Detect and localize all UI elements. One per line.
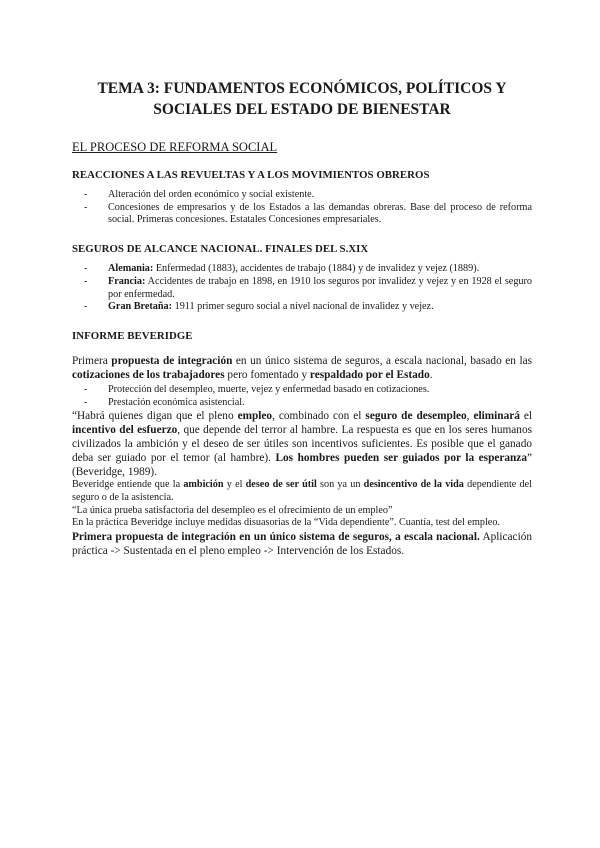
text-run: Aplicación práctica -> Sustentada en el pleno empleo -> Intervención de los Estados. <box>72 531 533 558</box>
text-run: dependiente del seguro o de la asistencia. <box>72 479 532 504</box>
bold-run: propuesta de integración <box>111 354 233 367</box>
list-item-text: 1911 primer seguro social a nivel nacional de invalidez y vejez. <box>172 301 434 313</box>
bold-run: desincentivo de la vida <box>363 479 464 491</box>
country-label: Francia: <box>108 275 146 287</box>
bold-run: eliminará <box>473 410 520 423</box>
text-run: “Habrá quienes digan que el pleno <box>72 410 238 423</box>
list-item-text: Accidentes de trabajo en 1898, en 1910 los seguros por invalidez y vejez y en 1928 el seguro por enfermedad. <box>108 275 532 300</box>
text-run: pero fomentado y <box>224 368 310 381</box>
bold-run: ambición <box>183 479 224 491</box>
bold-run: empleo <box>237 410 273 423</box>
title-line-1: TEMA 3: FUNDAMENTOS ECONÓMICOS, POLÍTICOS Y <box>97 80 507 97</box>
bold-run: cotizaciones de los trabajadores <box>72 368 225 381</box>
text-run: son ya un <box>316 479 364 491</box>
list-item-francia <box>84 276 532 301</box>
list-item-alemania <box>84 263 532 276</box>
bold-run: seguro de desempleo <box>365 410 467 423</box>
revueltas-list <box>72 189 532 227</box>
beveridge-quote-paragraph <box>72 409 532 479</box>
seguros-list <box>72 263 532 314</box>
text-run: en un único sistema de seguros, a escala nacional, basado en las <box>232 354 532 367</box>
list-item: - Protección del desempleo, muerte, vejez y enfermedad basado en cotizaciones. <box>84 384 532 397</box>
subsection-heading-revueltas: REACCIONES A LAS REVUELTAS Y A LOS MOVIMIENTOS OBREROS <box>72 169 430 181</box>
bold-run: deseo de ser útil <box>245 479 317 491</box>
beveridge-ambicion-paragraph <box>72 479 532 504</box>
list-item: - Concesiones de empresarios y de los Estados a las demandas obreras. Base del proceso de reforma social. Primeras concesiones. Estatales Concesiones empresariales. <box>84 202 532 227</box>
subsection-heading-seguros: SEGUROS DE ALCANCE NACIONAL. FINALES DEL S.XIX <box>72 243 369 256</box>
beveridge-summary-paragraph <box>72 530 532 558</box>
section-heading-reforma-social: EL PROCESO DE REFORMA SOCIAL <box>72 140 278 154</box>
bold-run: respaldado por el Estado <box>309 368 430 381</box>
text-run: Beveridge entiende que la <box>72 479 184 491</box>
text-run: y el <box>223 479 246 491</box>
list-item-text: Enfermedad (1883), accidentes de trabajo (1884) y de invalidez y vejez (1889). <box>153 263 480 275</box>
text-run: Primera <box>72 354 112 367</box>
document-page <box>72 0 532 558</box>
country-label: Alemania: <box>108 263 154 275</box>
bold-run: Primera propuesta de integración en un único sistema de seguros, a escala nacional. <box>72 531 480 544</box>
beveridge-prueba-paragraph: “La única prueba satisfactoria del desempleo es el ofrecimiento de un empleo” <box>72 504 393 516</box>
subsection-heading-beveridge: INFORME BEVERIDGE <box>72 329 193 342</box>
text-run: , combinado con el <box>272 410 366 423</box>
title-line-2: SOCIALES DEL ESTADO DE BIENESTAR <box>153 101 451 118</box>
bold-run: Los hombres pueden ser guiados por la esperanza <box>275 452 527 465</box>
beveridge-list <box>72 384 532 409</box>
text-run: el <box>519 410 533 423</box>
list-item: - Prestación económica asistencial. <box>84 397 532 410</box>
text-run: , <box>466 410 474 423</box>
beveridge-intro-paragraph <box>72 354 532 382</box>
text-run: ” (Beveridge, 1989). <box>72 452 532 479</box>
country-label: Gran Bretaña: <box>108 301 173 313</box>
bold-run: incentivo del esfuerzo <box>72 424 178 437</box>
beveridge-practica-paragraph: En la práctica Beveridge incluye medidas disuasorias de la “Vida dependiente”. Cuantía, test del empleo. <box>72 517 500 529</box>
list-item: - Alteración del orden económico y social existente. <box>84 189 532 202</box>
document-title <box>72 78 532 120</box>
list-item-gran-bretana <box>84 301 532 314</box>
text-run: , que depende del terror al hambre. La respuesta es que en los seres humanos civilizados la ambición y el deseo de ser útiles son incentivos suficientes. Es posible que el ganado deba ser guiado por el temor (al hambre). <box>72 424 532 465</box>
text-run: . <box>429 368 433 381</box>
